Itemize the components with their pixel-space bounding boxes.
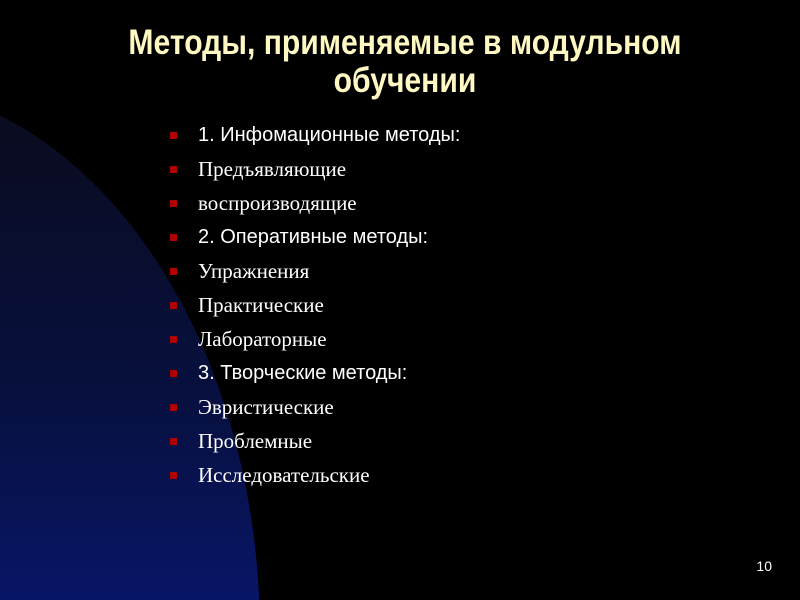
list-item-text: Лабораторные [198,327,327,351]
list-item [170,220,460,254]
methods-list [170,118,460,492]
list-item-text: воспроизводящие [198,191,357,215]
square-bullet-icon [170,336,177,343]
square-bullet-icon [170,132,177,139]
square-bullet-icon [170,404,177,411]
list-item-text: 2. Оперативные методы: [198,226,429,248]
list-item-text: Проблемные [198,429,313,453]
list-item [170,288,460,322]
square-bullet-icon [170,370,177,377]
list-item [170,152,460,186]
list-item [170,118,460,152]
list-item-text: Практические [198,293,324,317]
list-item-text: Эвристические [198,395,334,419]
list-item [170,458,460,492]
slide-number: 10 [756,558,772,574]
slide-title-line-1: Методы, применяемые в модульном [128,23,682,62]
list-item-text: 3. Творческие методы: [198,362,408,384]
list-item-text: Исследовательские [198,463,370,487]
square-bullet-icon [170,166,177,173]
slide-title [108,24,701,100]
list-item [170,254,460,288]
square-bullet-icon [170,472,177,479]
square-bullet-icon [170,234,177,241]
square-bullet-icon [170,268,177,275]
square-bullet-icon [170,200,177,207]
square-bullet-icon [170,302,177,309]
square-bullet-icon [170,438,177,445]
list-item [170,322,460,356]
list-item [170,186,460,220]
list-item [170,390,460,424]
list-item [170,356,460,390]
list-item-text: Упражнения [198,259,310,283]
slide-title-line-2: обучении [333,61,477,100]
list-item-text: Предъявляющие [198,157,347,181]
list-item-text: 1. Инфомационные методы: [198,124,461,146]
list-item [170,424,460,458]
